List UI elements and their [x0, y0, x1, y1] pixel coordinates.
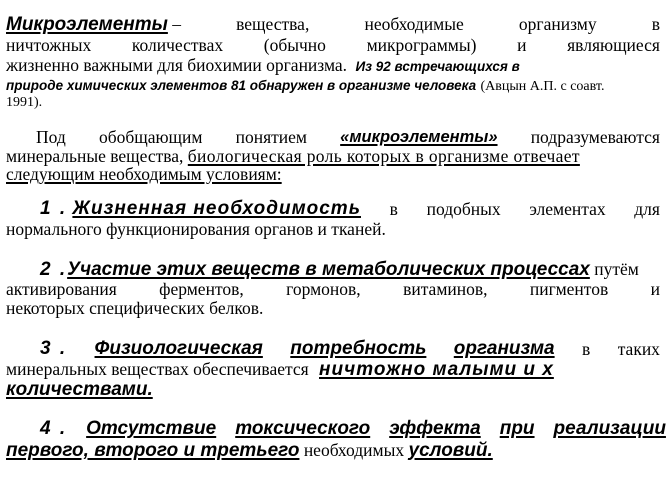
- word: гормонов,: [286, 279, 361, 299]
- condition-text: некоторых специфических белков.: [6, 298, 264, 318]
- word: витаминов,: [403, 279, 488, 299]
- condition-title-word: при: [499, 418, 535, 439]
- condition-1-line-1: [6, 199, 660, 219]
- citation: (Авцын А.П. с соавт.: [480, 79, 605, 94]
- condition-2-line-2: [6, 279, 660, 299]
- word: являющиеся: [567, 35, 660, 55]
- condition-title-word: реализации: [553, 418, 666, 439]
- condition-number: 3 .: [40, 338, 68, 359]
- word: таких: [617, 339, 660, 359]
- intro-line-5: [6, 93, 660, 113]
- term-microelements: Микроэлементы: [6, 14, 168, 35]
- underlined-text: следующим необходимым условиям:: [6, 164, 282, 184]
- condition-3-line-3: [6, 379, 660, 400]
- condition-number: 4 .: [40, 418, 68, 439]
- condition-title-word: организма: [453, 338, 555, 359]
- word: элементах: [529, 199, 606, 219]
- underlined-text: биологическая роль которых в организме отвечает: [187, 146, 580, 166]
- intro-note: Из 92 встречающихся в: [355, 59, 520, 74]
- intro-line-1: [6, 14, 660, 35]
- dash: –: [172, 14, 181, 34]
- emphasis-text: условий.: [408, 440, 493, 461]
- word: организму: [518, 14, 597, 34]
- word: Под: [36, 127, 66, 147]
- word: ничтожных: [6, 35, 92, 55]
- condition-title-word: Физиологическая: [94, 338, 263, 359]
- term-quoted: «микроэлементы»: [340, 128, 498, 146]
- emphasis-text: количествами.: [6, 379, 153, 400]
- conditions-line-1: [6, 127, 660, 147]
- condition-text: нормального функционирования органов и тканей.: [6, 219, 386, 239]
- intro-text: жизненно важными для биохимии организма.: [6, 55, 348, 75]
- word: для: [634, 199, 660, 219]
- condition-3-line-1: [6, 339, 660, 359]
- plain-text: необходимых: [303, 440, 405, 460]
- word: в: [389, 199, 398, 219]
- word: подобных: [426, 199, 501, 219]
- word: вещества,: [236, 14, 310, 34]
- condition-4-line-1: [6, 419, 666, 439]
- word: необходимые: [364, 14, 464, 34]
- word: (обычно: [263, 35, 326, 55]
- word: обобщающим: [98, 127, 203, 147]
- word: в: [651, 14, 660, 34]
- condition-title-word: Отсутствие: [86, 418, 217, 439]
- word: и: [517, 35, 527, 55]
- condition-title-word: токсического: [235, 418, 371, 439]
- word: подразумеваются: [530, 127, 660, 147]
- word: пигментов: [529, 279, 609, 299]
- word: микрограммы): [366, 35, 477, 55]
- word: путём: [594, 259, 639, 279]
- emphasis-text: ничтожно малыми и х: [319, 359, 554, 380]
- citation-cont: 1991).: [6, 95, 43, 110]
- condition-title-word: потребность: [290, 338, 427, 359]
- condition-1-line-2: [6, 219, 660, 239]
- word: понятием: [235, 127, 308, 147]
- condition-title: Участие этих веществ в метаболических процессах: [67, 259, 590, 280]
- word: ферментов,: [159, 279, 244, 299]
- condition-title: Жизненная необходимость: [72, 198, 361, 219]
- word: в: [582, 339, 591, 359]
- conditions-line-2: [6, 146, 660, 166]
- intro-note-cont: природе химических элементов 81 обнаружен в организме человека: [6, 78, 477, 93]
- word: активирования: [6, 279, 117, 299]
- intro-line-2: [6, 35, 660, 55]
- conditions-line-3: [6, 164, 660, 184]
- emphasis-text: первого, второго и третьего: [6, 440, 300, 461]
- condition-4-line-2: [6, 440, 660, 461]
- condition-2-line-1: [6, 259, 660, 280]
- word: и: [650, 279, 660, 299]
- condition-2-line-3: [6, 298, 660, 318]
- condition-3-line-2: [6, 359, 660, 380]
- condition-title-word: эффекта: [389, 418, 481, 439]
- plain-text: минеральные вещества,: [6, 146, 184, 166]
- condition-number: 2 .: [40, 259, 68, 280]
- condition-number: 1 .: [40, 198, 68, 219]
- word: количествах: [131, 35, 224, 55]
- plain-text: минеральных веществах обеспечивается: [6, 359, 309, 379]
